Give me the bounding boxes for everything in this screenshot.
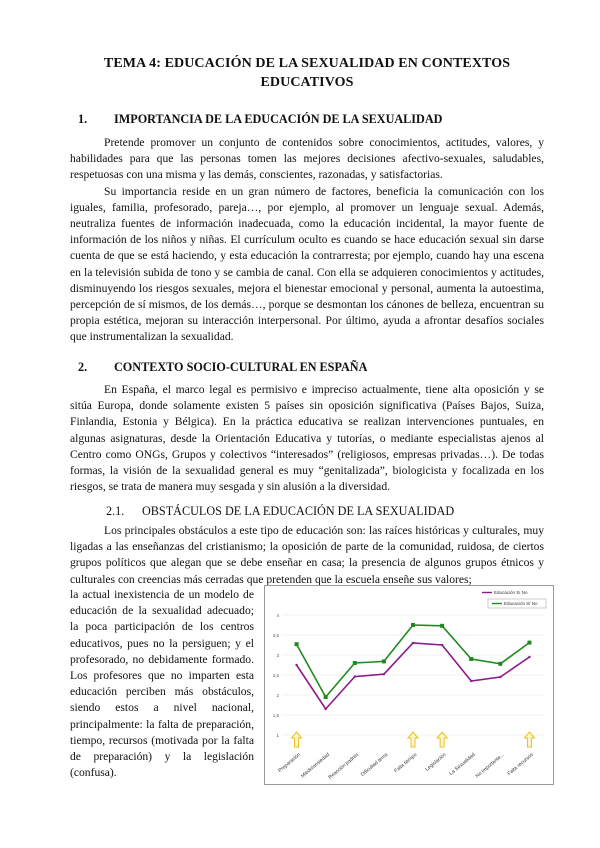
- x-tick-label: Reacción padres: [327, 751, 361, 781]
- section-1-paragraph-2: Su importancia reside en un gran número de factores, beneficia la comunicación con los iguales, familia, profesorado, pareja…, por ejemplo, al promover un lenguaje sexual. Además, neutraliza fuentes de información inadecuada, como la educación incidental, la mayor fuente de información de los niños y niñas. El currículum oculto es cuando se hace educación sexual sin darse cuenta de que se está haciendo, y esta educación la contrarresta; por ejemplo, cuando hay una escena en la televisión subida de tono y se cambia de canal. Con ella se adquieren conocimientos y actitudes, disminuyendo los riesgos sexuales, mejora el bienestar emocional y personal, aumenta la autoestima, percepción de sí mismos, de los demás…, porque se desmontan los cánones de belleza, encuentran su propia estética, mejoran su interacción interpersonal. Por último, ayuda a afrontar desafíos sociales que instrumentalizan la sexualidad.: [70, 184, 544, 344]
- series-2-point: [470, 680, 472, 682]
- subsection-2-1-continuation: la actual inexistencia de un modelo de educación de la sexualidad adecuado; la poca participación de los centros educativos, pues no la persiguen; y el profesorado, no debidamente formado. Los profesores que no imparten esta educación perciben más obstáculos, siendo estos a nivel nacional, principalmente: la falta de preparación, tiempo, recursos (motivada por la falta de preparación) y la legislación (confusa).: [70, 588, 254, 780]
- y-tick-label: 3: [276, 653, 279, 658]
- obstacles-line-chart: [264, 585, 554, 785]
- series-1-point: [440, 624, 444, 628]
- subsection-2-1-title: OBSTÁCULOS DE LA EDUCACIÓN DE LA SEXUALIDAD: [142, 504, 455, 518]
- x-tick-label: No importante...: [474, 751, 506, 780]
- title-line-1: TEMA 4: EDUCACIÓN DE LA SEXUALIDAD EN CONTEXTOS: [103, 56, 511, 71]
- series-1-point: [324, 695, 328, 699]
- series-1-point: [353, 661, 357, 665]
- y-tick-label: 4: [276, 613, 279, 618]
- series-2-point: [354, 675, 356, 677]
- y-tick-label: 1,5: [272, 713, 279, 718]
- subsection-2-1-heading: [106, 504, 454, 519]
- legend-label: Educación Sí No: [494, 590, 528, 595]
- series-1-point: [411, 623, 415, 627]
- section-2-heading: [78, 360, 367, 375]
- x-tick-label: Miedo/ansiedad: [300, 751, 331, 780]
- series-2-point: [528, 656, 530, 658]
- series-2-point: [295, 664, 297, 666]
- section-1-paragraph-1: Pretende promover un conjunto de contenidos sobre conocimientos, actitudes, valores, y habilidades para que las personas tomen las mejores decisiones afectivo-sexuales, saludables, respetuosas con una misma y las demás, conscientes, razonadas, y satisfactorias.: [70, 136, 544, 182]
- subsection-2-1-paragraph-1: Los principales obstáculos a este tipo de educación son: las raíces históricas y culturales, muy ligadas a las enseñanzas del cristianismo; la oposición de parte de la comunidad, ruidosa, de ciertos grupos políticos que alegan que se debe enseñar en casa; la presencia de algunos grupos étnicos y culturales con creencias más cerradas que pretenden que la escuela enseñe sus valores;: [70, 524, 544, 586]
- series-1-point: [469, 657, 473, 661]
- x-tick-label: Falta recursos: [506, 751, 535, 777]
- x-tick-label: Dificultad tema: [359, 751, 390, 778]
- y-tick-label: 1: [276, 733, 279, 738]
- y-tick-label: 3,5: [272, 633, 279, 638]
- legend-label: Educación Sí No: [504, 601, 538, 606]
- series-2-point: [383, 673, 385, 675]
- y-tick-label: 2: [276, 693, 279, 698]
- subsection-2-1-body: [70, 523, 544, 588]
- x-tick-label: Falta tiempo: [393, 751, 419, 775]
- series-1-point: [527, 641, 531, 645]
- section-1-body: [70, 135, 544, 346]
- series-1-point: [382, 659, 386, 663]
- series-2-point: [499, 676, 501, 678]
- section-2-body: [70, 382, 544, 495]
- x-tick-label: La Sexualidad: [448, 751, 477, 777]
- series-2-point: [412, 642, 414, 644]
- y-tick-label: 2,5: [272, 673, 279, 678]
- section-1-heading: [78, 112, 442, 127]
- series-1-point: [295, 642, 299, 646]
- section-2-number: 2.: [78, 360, 88, 374]
- x-tick-label: Preparación: [277, 751, 302, 774]
- x-tick-label: Legislación: [424, 751, 448, 773]
- subsection-2-1-number: 2.1.: [106, 504, 125, 518]
- section-1-title: IMPORTANCIA DE LA EDUCACIÓN DE LA SEXUALIDAD: [114, 112, 443, 126]
- chart-svg: [264, 585, 554, 785]
- section-2-title: CONTEXTO SOCIO-CULTURAL EN ESPAÑA: [114, 360, 368, 374]
- section-1-number: 1.: [78, 112, 88, 126]
- chart-frame: [265, 586, 554, 785]
- series-2-point: [441, 644, 443, 646]
- title-line-2: EDUCATIVOS: [260, 75, 354, 90]
- page-title: [70, 54, 544, 92]
- series-1-point: [498, 662, 502, 666]
- section-2-paragraph-1: En España, el marco legal es permisivo e impreciso actualmente, tiene alta oposición y se sitúa Europa, donde solamente existen 5 países sin oposición significativa (Países Bajos, Suiza, Finlandia, Estonia y Bélgica). En la práctica educativa se realizan intervenciones puntuales, en algunas asignaturas, desde la Orientación Educativa y tutorías, o mediante especialistas ajenos al Centro como ONGs, Grupos y colectivos “interesados” (religiosos, empresas privadas…). De todas formas, la visión de la sexualidad general es muy “genitalizada”, biologicista y focalizada en los riesgos, se trata de manera muy sesgada y sin alusión a la diversidad.: [70, 383, 544, 494]
- series-2-point: [324, 708, 326, 710]
